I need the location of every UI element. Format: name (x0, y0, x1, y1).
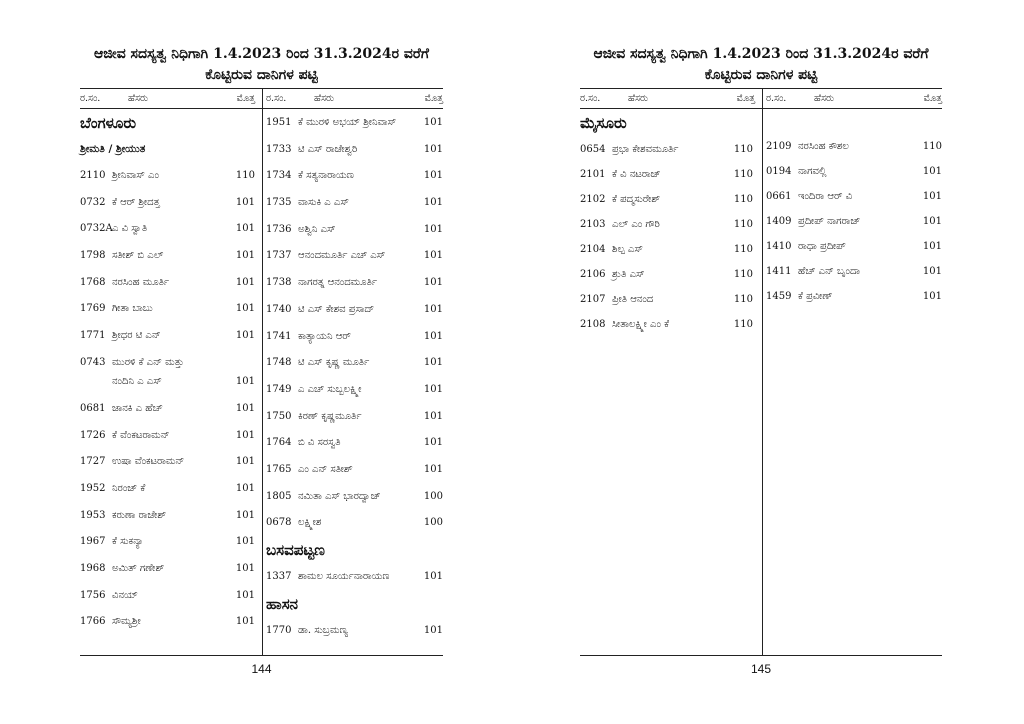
donor-row (266, 217, 443, 244)
section-heading: ಮೈಸೂರು (580, 114, 627, 132)
donor-amount: 110 (733, 244, 753, 255)
donor-rows (580, 137, 753, 337)
donor-name-continued: ನಂದಿನಿ ಎ ಎಸ್ (112, 375, 162, 387)
donor-row (80, 163, 255, 190)
donor-row (266, 484, 443, 511)
donor-amount: 101 (423, 571, 443, 582)
donor-sno: 1968 (80, 562, 106, 574)
donor-row (80, 243, 255, 270)
donor-amount: 101 (235, 456, 255, 468)
donor-amount: 101 (423, 410, 443, 422)
column-header-right (266, 90, 443, 108)
donor-sno: 0743 (80, 356, 106, 368)
donor-name: ಕೆ ವೆಂಕಟರಾಮನ್ (112, 429, 170, 441)
title-line-2: ಕೊಟ್ಟಿರುವ ದಾನಿಗಳ ಪಟ್ಟಿ (704, 67, 818, 83)
donor-amount: 101 (423, 463, 443, 475)
donor-sno: 1733 (266, 143, 292, 155)
donor-amount: 110 (922, 141, 942, 152)
donor-sno: 1805 (266, 490, 292, 502)
donor-sno: 1411 (766, 266, 792, 277)
donor-amount: 101 (235, 223, 255, 235)
donor-row (266, 137, 443, 164)
donor-sno: 1410 (766, 241, 792, 252)
column-header-left (80, 90, 255, 108)
donor-amount: 101 (423, 330, 443, 342)
donor-row (266, 163, 443, 190)
donor-amount: 101 (235, 429, 255, 441)
donor-name: ಪ್ರಭಾ ಕೇಶವಮೂರ್ತಿ (612, 144, 679, 155)
donor-name: ಟಿ ಎಸ್ ರಾಜೇಶ್ವರಿ (298, 143, 358, 155)
donor-sno: 1736 (266, 223, 292, 235)
donor-name: ನಾಗರತ್ನ ಆನಂದಮೂರ್ತಿ (298, 277, 378, 289)
donor-sno: 1953 (80, 509, 106, 521)
donor-row (580, 137, 753, 162)
footer-rule (80, 655, 443, 656)
donor-sno: 1727 (80, 456, 106, 468)
donor-name: ಕೆ ಸುಕನ್ಯಾ (112, 536, 144, 548)
donor-row (80, 609, 255, 636)
donor-amount: 110 (733, 194, 753, 205)
donor-sno: 1951 (266, 117, 292, 128)
donor-name: ಆನಂದಮೂರ್ತಿ ಎಚ್ ಎಸ್ (298, 250, 386, 262)
donor-amount: 101 (235, 562, 255, 574)
donor-row (80, 556, 255, 583)
donor-name: ನಾಗವಲ್ಲಿ (798, 166, 827, 177)
donor-row (580, 187, 753, 212)
donor-amount: 101 (235, 402, 255, 414)
page-145 (580, 0, 942, 724)
title-line-1: ಆಜೀವ ಸದಸ್ಯತ್ವ ನಿಧಿಗಾಗಿ 1.4.2023 ರಿಂದ 31.3.2024ರ ವರೆಗೆ (94, 46, 429, 62)
donor-sno: 1766 (80, 616, 106, 628)
donor-name: ಕಾತ್ಯಾಯನಿ ಆರ್ (298, 330, 351, 342)
header-sno: ರ.ಸಂ. (766, 93, 787, 104)
donor-row (80, 396, 255, 423)
donor-row (80, 529, 255, 556)
donor-sno: 1738 (266, 277, 292, 289)
donor-name: ಕೆ ಪದ್ಮಸುರೇಶ್ (612, 194, 661, 205)
donor-amount: 110 (733, 169, 753, 180)
donor-row (580, 212, 753, 237)
donor-row (80, 503, 255, 530)
donor-sno: 1771 (80, 330, 106, 342)
donor-amount: 101 (423, 357, 443, 369)
donor-amount: 101 (423, 250, 443, 262)
donor-sno: 1952 (80, 482, 106, 494)
donor-sno: 1750 (266, 410, 292, 422)
donor-amount: 101 (922, 216, 942, 227)
donor-amount: 101 (922, 191, 942, 202)
donor-name: ಎಂ ಎನ್ ಸತೀಶ್ (298, 463, 353, 475)
donor-row (580, 162, 753, 187)
donor-name: ಜಾನಕಿ ಎ ಹೆಚ್ (112, 402, 163, 414)
donor-amount: 100 (423, 517, 443, 529)
donor-name: ಕೆ ವಿ ನಟರಾಜ್ (612, 169, 661, 180)
donor-sno: 0654 (580, 144, 606, 155)
donor-sno: 1765 (266, 463, 292, 475)
donor-sno: 1764 (266, 437, 292, 449)
header-name: ಹೆಸರು (814, 93, 835, 104)
donor-name: ಪ್ರೀತಿ ಆನಂದ (612, 294, 654, 305)
donor-rows (766, 134, 942, 309)
donor-row (266, 564, 443, 591)
donor-name: ಎ ಎಚ್ ಸುಬ್ಬಲಕ್ಷ್ಮೀ (298, 383, 362, 395)
donor-amount: 101 (423, 277, 443, 289)
page-title (580, 44, 942, 86)
section-heading: ಹಾಸನ (266, 594, 298, 613)
donor-sno: 2110 (80, 170, 106, 181)
donor-row (266, 350, 443, 377)
donor-row (766, 134, 942, 159)
donor-sno: 1967 (80, 536, 106, 548)
donor-sno: 2106 (580, 269, 606, 280)
donor-amount: 100 (423, 490, 443, 502)
donor-sno: 1748 (266, 357, 292, 369)
donor-sno: 1756 (80, 589, 106, 601)
donor-name: ವಾಸುಕಿ ಎ ಎಸ್ (298, 197, 349, 209)
donor-row (766, 259, 942, 284)
donor-row (266, 110, 443, 137)
donor-name: ಕರುಣಾ ರಾಜೇಶ್ (112, 509, 167, 521)
title-line-2: ಕೊಟ್ಟಿರುವ ದಾನಿಗಳ ಪಟ್ಟಿ (205, 67, 318, 83)
header-name: ಹೆಸರು (314, 93, 335, 104)
donor-row (580, 262, 753, 287)
donor-name: ಡಾ. ಸುಬ್ರಮಣ್ಯ (298, 624, 348, 636)
section-heading: ಬೆಂಗಳೂರು (80, 114, 137, 132)
header-amount: ಮೊತ್ತ (236, 93, 255, 104)
donor-sno: 1459 (766, 291, 792, 302)
donor-name: ಮುರಳಿ ಕೆ ಎನ್ ಮತ್ತು (112, 356, 184, 368)
donor-row (80, 216, 255, 243)
donor-sno: 2101 (580, 169, 606, 180)
donor-amount: 110 (733, 144, 753, 155)
donor-sno: 0732A (80, 223, 113, 235)
donor-row (766, 284, 942, 309)
donor-name: ಶ್ರೀಧರ ಟಿ ಎನ್ (112, 330, 161, 342)
header-rule-bottom (580, 108, 942, 109)
donor-name: ರಾಧಾ ಪ್ರದೀಪ್ (798, 241, 846, 252)
column-header-right (766, 90, 942, 108)
donor-column-right (766, 134, 942, 309)
donor-amount: 110 (733, 319, 753, 330)
donor-name: ನರಸಿಂಹ ಮೂರ್ತಿ (112, 276, 170, 288)
donor-amount: 110 (733, 219, 753, 230)
donor-amount: 101 (423, 437, 443, 449)
page-number: 144 (251, 662, 272, 676)
donor-amount: 101 (423, 624, 443, 636)
page-144 (80, 0, 443, 724)
donor-name: ಕಿರಣ್ ಕೃಷ್ಣಮೂರ್ತಿ (298, 410, 362, 422)
donor-row (266, 297, 443, 324)
donor-name: ಅಮಿತ್ ಗಣೇಶ್ (112, 562, 165, 574)
donor-amount: 101 (423, 170, 443, 182)
donor-name: ಸತೀಶ್ ಬಿ ಎಲ್ (112, 250, 164, 262)
donor-row (766, 234, 942, 259)
donor-rows (80, 163, 255, 350)
donor-row (80, 190, 255, 217)
header-name: ಹೆಸರು (128, 93, 149, 104)
donor-amount: 110 (235, 170, 255, 181)
donor-name: ನರಸಿಂಹ ಕೌಶಲ (798, 141, 849, 152)
footer-rule (580, 655, 942, 656)
donor-sno: 0681 (80, 402, 106, 414)
donor-sno: 1409 (766, 216, 792, 227)
header-sno: ರ.ಸಂ. (80, 93, 101, 104)
donor-name: ಶ್ರೀನಿವಾಸ್ ಎಂ (112, 170, 159, 181)
donor-row (80, 296, 255, 323)
donor-sno: 1737 (266, 250, 292, 262)
donor-row (80, 449, 255, 476)
donor-name: ಪ್ರದೀಪ್ ನಾಗರಾಜ್ (798, 216, 861, 227)
donor-row (80, 423, 255, 450)
header-amount: ಮೊತ್ತ (424, 93, 443, 104)
donor-row (580, 287, 753, 312)
donor-sno: 1770 (266, 624, 292, 636)
header-rule-top (580, 88, 942, 89)
donor-row (766, 184, 942, 209)
donor-sno: 1741 (266, 330, 292, 342)
donor-amount: 101 (235, 536, 255, 548)
header-sno: ರ.ಸಂ. (580, 93, 601, 104)
donor-row (80, 350, 255, 396)
donor-sno: 2109 (766, 141, 792, 152)
donor-amount: 101 (235, 330, 255, 342)
donor-sno: 0661 (766, 191, 792, 202)
donor-amount: 101 (423, 197, 443, 209)
donor-name: ನಮಿತಾ ಎಸ್ ಭಾರದ್ವಾಜ್ (298, 490, 381, 502)
donor-amount: 101 (235, 276, 255, 288)
section-heading: ಬಸವಪಟ್ಟಣ (266, 541, 325, 559)
donor-row (80, 323, 255, 350)
donor-sno: 1740 (266, 303, 292, 315)
donor-column-right (266, 110, 443, 644)
donor-amount: 101 (235, 509, 255, 521)
header-name: ಹೆಸರು (628, 93, 649, 104)
donor-rows (80, 396, 255, 636)
donor-sno: 1749 (266, 383, 292, 395)
donor-row (266, 457, 443, 484)
donor-sno: 2104 (580, 244, 606, 255)
header-amount: ಮೊತ್ತ (736, 93, 755, 104)
donor-row (266, 190, 443, 217)
donor-row (266, 618, 443, 645)
donor-sno: 1734 (266, 170, 292, 182)
header-amount: ಮೊತ್ತ (923, 93, 942, 104)
donor-name: ಸೀತಾಲಕ್ಷ್ಮೀ ಎಂ ಕೆ (612, 319, 669, 330)
donor-name: ಕೆ ಸತ್ಯನಾರಾಯಣ (298, 170, 354, 182)
donor-row (580, 237, 753, 262)
donor-amount: 101 (235, 589, 255, 601)
donor-amount: 101 (922, 266, 942, 277)
donor-sno: 2102 (580, 194, 606, 205)
donor-column-left (580, 110, 753, 337)
donor-amount: 101 (235, 375, 255, 387)
donor-name: ಎ ವಿ ಸ್ವಾತಿ (112, 223, 148, 235)
donor-name: ಶಿಲ್ಪ ಎಸ್ (612, 244, 643, 255)
donor-name: ಗೀತಾ ಬಾಬು (112, 303, 153, 315)
donor-amount: 101 (922, 166, 942, 177)
donor-amount: 101 (235, 250, 255, 262)
donor-row (266, 243, 443, 270)
donor-sno: 1735 (266, 197, 292, 209)
donor-sno: 2108 (580, 319, 606, 330)
donor-rows (266, 564, 443, 591)
donor-name: ಇಂದಿರಾ ಆರ್ ವಿ (798, 191, 853, 202)
donor-sno: 1798 (80, 250, 106, 262)
donor-amount: 101 (922, 241, 942, 252)
donor-name: ಬಿ ವಿ ಸರಸ್ವತಿ (298, 437, 341, 449)
donor-row (266, 377, 443, 404)
donor-row (266, 404, 443, 431)
donor-row (80, 583, 255, 610)
donor-row (80, 476, 255, 503)
donor-amount: 101 (423, 383, 443, 395)
donor-amount: 101 (235, 616, 255, 628)
donor-sno: 0732 (80, 196, 106, 208)
donor-rows (266, 110, 443, 537)
page-title (80, 44, 443, 86)
donor-sno: 1768 (80, 276, 106, 288)
donor-amount: 101 (423, 223, 443, 235)
donor-name: ಎಲ್ ಎಂ ಗೌರಿ (612, 219, 660, 230)
donor-row (266, 430, 443, 457)
donor-amount: 101 (423, 117, 443, 128)
donor-row (766, 159, 942, 184)
donor-row (266, 270, 443, 297)
title-line-1: ಆಜೀವ ಸದಸ್ಯತ್ವ ನಿಧಿಗಾಗಿ 1.4.2023 ರಿಂದ 31.3.2024ರ ವರೆಗೆ (593, 46, 929, 62)
donor-amount: 110 (733, 269, 753, 280)
header-sno: ರ.ಸಂ. (266, 93, 287, 104)
donor-amount: 101 (922, 291, 942, 302)
page-number: 145 (750, 662, 772, 676)
donor-sno: 0194 (766, 166, 792, 177)
donor-name: ಟಿ ಎಸ್ ಕೃಷ್ಣ ಮೂರ್ತಿ (298, 357, 370, 369)
donor-amount: 101 (235, 196, 255, 208)
column-header-left (580, 90, 755, 108)
donor-row (766, 209, 942, 234)
donor-sno: 2103 (580, 219, 606, 230)
donor-column-left (80, 110, 255, 636)
column-divider (262, 88, 263, 655)
donor-sno: 1337 (266, 571, 292, 582)
donor-amount: 101 (423, 303, 443, 315)
donor-row (80, 270, 255, 297)
donor-amount: 101 (235, 482, 255, 494)
donor-sno: 1726 (80, 429, 106, 441)
donor-name: ಟಿ ಎಸ್ ಕೇಶವ ಪ್ರಸಾದ್ (298, 303, 375, 315)
donor-name: ಲಕ್ಷ್ಮೀಶ (298, 517, 322, 529)
donor-sno: 0678 (266, 517, 292, 529)
donor-name: ಕೆ ಪ್ರವೀಣ್ (798, 291, 833, 302)
donor-amount: 101 (235, 303, 255, 315)
donor-name: ನಿರಂಜ್ ಕೆ (112, 482, 146, 494)
donor-sno: 1769 (80, 303, 106, 315)
donor-amount: 110 (733, 294, 753, 305)
subsection-heading: ಶ್ರೀಮತಿ / ಶ್ರೀಯುತ (80, 143, 146, 155)
donor-row (266, 510, 443, 537)
donor-row (266, 324, 443, 351)
donor-name: ಕೆ ಮುರಳಿ ಅಭಯ್ ಶ್ರೀನಿವಾಸ್ (298, 117, 397, 128)
column-divider (762, 88, 763, 655)
donor-name: ಶ್ರುತಿ ಎಸ್ (612, 269, 645, 280)
donor-name: ಹೆಚ್ ಎನ್ ಬೃಂದಾ (798, 266, 860, 277)
donor-rows (266, 618, 443, 645)
donor-row (580, 312, 753, 337)
donor-name: ಕೆ ಆರ್ ಶ್ರೀದತ್ತ (112, 196, 160, 208)
donor-name: ಅಶ್ವಿನಿ ಎಸ್ (298, 223, 336, 235)
donor-name: ಸೌಮ್ಯಶ್ರೀ (112, 616, 141, 628)
donor-amount: 101 (423, 143, 443, 155)
donor-name: ಉಷಾ ವೆಂಕಟರಾಮನ್ (112, 456, 185, 468)
donor-name: ಶಾಮಲ ಸೂರ್ಯನಾರಾಯಣ (298, 571, 390, 582)
donor-sno: 2107 (580, 294, 606, 305)
donor-name: ವಿನಯ್ (112, 589, 138, 601)
